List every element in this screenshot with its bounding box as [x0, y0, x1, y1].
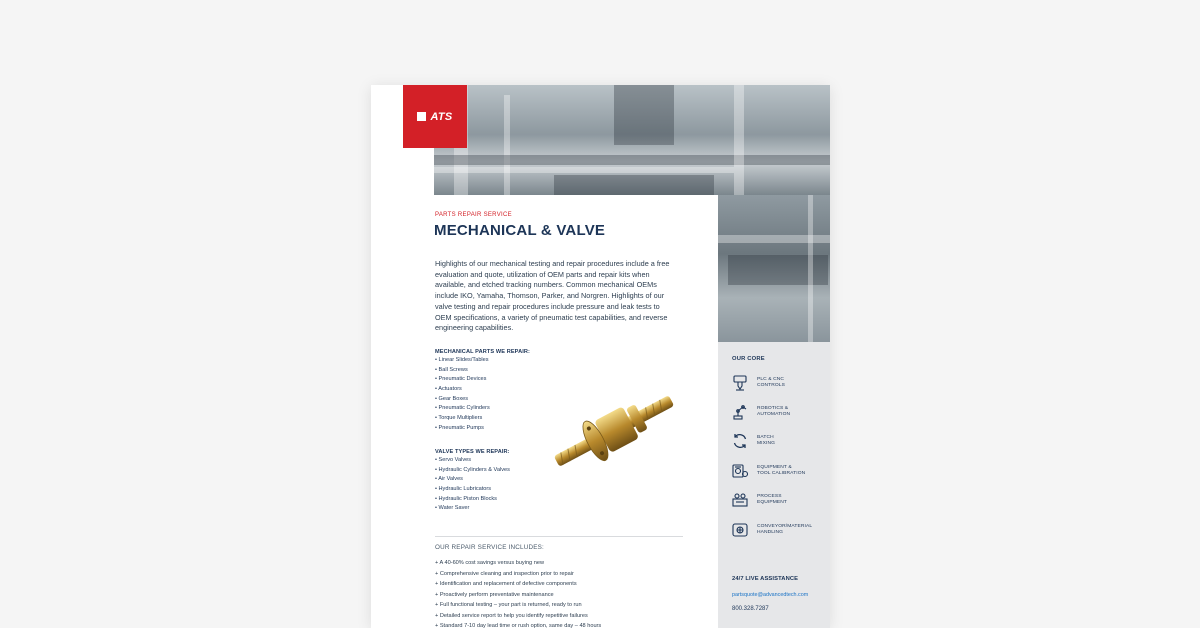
list-item: + Identification and replacement of defective components: [435, 579, 601, 590]
list-item: • Air Valves: [435, 475, 510, 485]
core-label: EQUIPMENT & TOOL CALIBRATION: [757, 464, 806, 476]
list-item: • Torque Multipliers: [435, 414, 490, 424]
logo-text: ATS: [430, 110, 453, 123]
repair-heading: OUR REPAIR SERVICE INCLUDES:: [435, 544, 544, 551]
list-item: • Gear Boxes: [435, 395, 490, 405]
logo-square-icon: [417, 112, 426, 121]
intro-paragraph: Highlights of our mechanical testing and repair procedures include a free evaluation and quote, utilization of OEM parts and repair kits when available, and etched tracking numbers. Common mechanical OEMs include IKO, Yamaha, Thomson, Parker, and Norgren. Highlights of our valve testing and repair procedures include pressure and leak tests to OEM specifications, a variety of pneumatic test capabilities, and reverse engineering capabilities.: [435, 259, 670, 333]
process-equipment-icon: [731, 491, 749, 509]
ats-logo: [403, 85, 467, 148]
core-item-calibration: [731, 462, 805, 480]
list-item: + Detailed service report to help you identify repetitive failures: [435, 611, 601, 622]
email-link[interactable]: partsquote@advancedtech.com: [732, 592, 809, 598]
core-label: ROBOTICS & AUTOMATION: [757, 405, 791, 417]
core-item-batch: [731, 432, 775, 450]
list-item: • Hydraulic Cylinders & Valves: [435, 466, 510, 476]
eyebrow-label: PARTS REPAIR SERVICE: [435, 212, 512, 218]
repair-list: [435, 558, 601, 628]
core-item-plc: [731, 374, 785, 392]
mechanical-heading: MECHANICAL PARTS WE REPAIR:: [435, 349, 530, 355]
list-item: • Pneumatic Devices: [435, 375, 490, 385]
list-item: + A 40-60% cost savings versus buying new: [435, 558, 601, 569]
core-label: BATCH MIXING: [757, 434, 775, 446]
list-item: + Comprehensive cleaning and inspection prior to repair: [435, 569, 601, 580]
plc-cnc-icon: [731, 374, 749, 392]
core-label: PROCESS EQUIPMENT: [757, 493, 787, 505]
valves-heading: VALVE TYPES WE REPAIR:: [435, 449, 510, 455]
core-label: PLC & CNC CONTROLS: [757, 376, 785, 388]
phone-number[interactable]: 800.328.7287: [732, 606, 769, 612]
core-item-robotics: [731, 403, 790, 421]
hero-machinery-photo: [434, 85, 830, 195]
list-item: + Standard 7-10 day lead time or rush option, same day – 48 hours: [435, 621, 601, 628]
list-item: + Proactively perform preventative maintenance: [435, 590, 601, 601]
ball-screw-image: [549, 391, 679, 471]
list-item: • Linear Slides/Tables: [435, 356, 490, 366]
list-item: • Hydraulic Piston Blocks: [435, 495, 510, 505]
valves-list: [435, 456, 510, 514]
robot-arm-icon: [731, 403, 749, 421]
core-item-conveyor: [731, 521, 812, 539]
section-divider: [435, 536, 683, 537]
list-item: • Pneumatic Pumps: [435, 424, 490, 434]
flyer-document: [371, 85, 830, 628]
conveyor-icon: [731, 521, 749, 539]
core-label: CONVEYOR/MATERIAL HANDLING: [757, 523, 813, 535]
mechanical-list: [435, 356, 490, 434]
list-item: • Pneumatic Cylinders: [435, 404, 490, 414]
hero-side-photo: [718, 195, 830, 342]
list-item: • Actuators: [435, 385, 490, 395]
core-heading: OUR CORE: [732, 356, 765, 362]
calibration-icon: [731, 462, 749, 480]
page-title: MECHANICAL & VALVE: [434, 222, 606, 239]
list-item: • Water Saver: [435, 504, 510, 514]
cycle-arrows-icon: [731, 432, 749, 450]
core-item-process: [731, 491, 787, 509]
list-item: • Ball Screws: [435, 366, 490, 376]
list-item: • Servo Valves: [435, 456, 510, 466]
live-assistance-heading: 24/7 LIVE ASSISTANCE: [732, 576, 799, 582]
list-item: + Full functional testing – your part is returned, ready to run: [435, 600, 601, 611]
list-item: • Hydraulic Lubricators: [435, 485, 510, 495]
